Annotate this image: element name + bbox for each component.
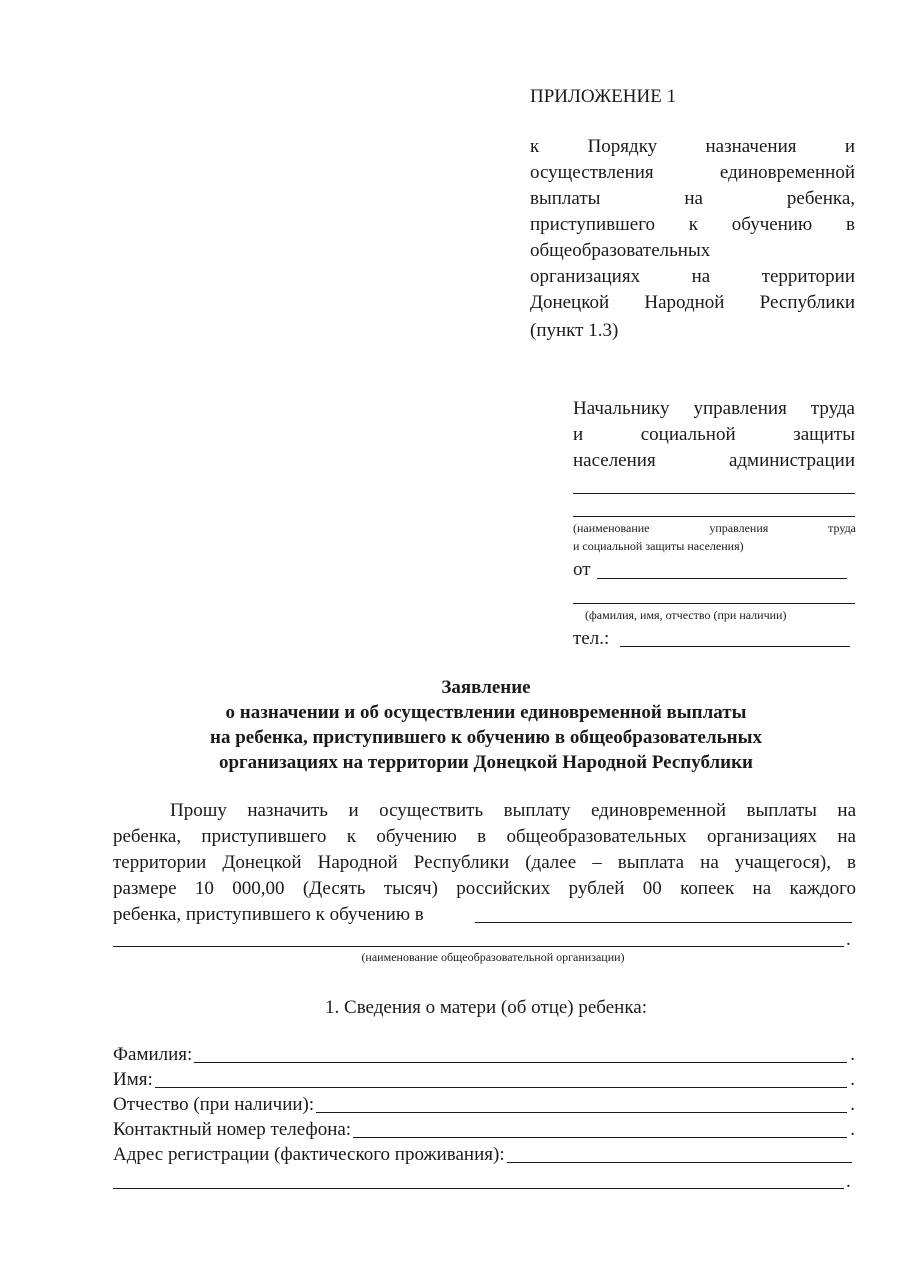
body-last-line: ребенка, приступившего к обучению в	[113, 904, 424, 925]
patronymic-field[interactable]	[113, 1093, 855, 1117]
surname-field[interactable]	[113, 1043, 855, 1067]
addressee-line: населения администрации	[573, 450, 855, 471]
school-line-end: .	[846, 929, 851, 950]
name-end: .	[850, 1069, 855, 1090]
appendix-title: ПРИЛОЖЕНИЕ 1	[530, 86, 677, 107]
surname-label: Фамилия:	[113, 1044, 193, 1065]
name-field[interactable]	[113, 1068, 855, 1092]
patronymic-label: Отчество (при наличии):	[113, 1094, 315, 1115]
addressee-line: и социальной защиты	[573, 424, 855, 445]
section1-title: 1. Сведения о матери (об отце) ребенка:	[325, 997, 647, 1018]
org-name-line-2[interactable]	[573, 516, 855, 517]
appendix-line: приступившего к обучению в	[530, 214, 855, 235]
address-label: Адрес регистрации (фактического проживания):	[113, 1144, 505, 1165]
address-line-2-end: .	[846, 1171, 851, 1192]
statement-title: Заявление	[441, 677, 531, 698]
phone-field[interactable]	[113, 1118, 855, 1142]
school-caption: (наименование общеобразовательной организации)	[361, 950, 625, 964]
name-input[interactable]	[155, 1087, 847, 1088]
appendix-line: (пункт 1.3)	[530, 320, 619, 341]
statement-subtitle-1: о назначении и об осуществлении единовременной выплаты	[225, 702, 747, 723]
address-field[interactable]	[113, 1143, 855, 1167]
surname-end: .	[850, 1044, 855, 1065]
appendix-line: осуществления единовременной	[530, 162, 855, 183]
appendix-line: к Порядку назначения и	[530, 136, 855, 157]
appendix-line: Донецкой Народной Республики	[530, 292, 855, 313]
body-line: ребенка, приступившего к обучению в общеобразовательных организациях на	[113, 826, 856, 847]
address-line-2[interactable]	[113, 1188, 844, 1189]
fio-caption: (фамилия, имя, отчество (при наличии)	[585, 608, 787, 622]
appendix-line: выплаты на ребенка,	[530, 188, 855, 209]
appendix-line: общеобразовательных	[530, 240, 711, 261]
org-caption-line2: и социальной защиты населения)	[573, 539, 744, 553]
address-input[interactable]	[507, 1162, 852, 1163]
phone-field-end: .	[850, 1119, 855, 1140]
body-line: размере 10 000,00 (Десять тысяч) российских рублей 00 копеек на каждого	[113, 878, 856, 899]
fio-line[interactable]	[573, 603, 855, 604]
org-name-line-1[interactable]	[573, 493, 855, 494]
phone-field-input[interactable]	[353, 1137, 847, 1138]
phone-label: тел.:	[573, 628, 610, 649]
patronymic-input[interactable]	[316, 1112, 847, 1113]
from-label: от	[573, 559, 591, 580]
statement-subtitle-3: организациях на территории Донецкой Народной Республики	[218, 752, 753, 773]
patronymic-end: .	[850, 1094, 855, 1115]
phone-field-label: Контактный номер телефона:	[113, 1119, 352, 1140]
name-label: Имя:	[113, 1069, 153, 1090]
surname-input[interactable]	[194, 1062, 847, 1063]
statement-subtitle-2: на ребенка, приступившего к обучению в общеобразовательных	[210, 727, 762, 748]
body-line: Прошу назначить и осуществить выплату единовременной выплаты на	[170, 800, 856, 821]
org-caption-line1: (наименование управления труда	[573, 521, 856, 535]
phone-line[interactable]	[620, 646, 850, 647]
body-line: территории Донецкой Народной Республики (далее – выплата на учащегося), в	[113, 852, 856, 873]
from-line[interactable]	[597, 578, 847, 579]
school-line-2[interactable]	[113, 946, 844, 947]
appendix-line: организациях на территории	[530, 266, 855, 287]
addressee-line: Начальнику управления труда	[573, 398, 855, 419]
school-line-1[interactable]	[475, 922, 852, 923]
